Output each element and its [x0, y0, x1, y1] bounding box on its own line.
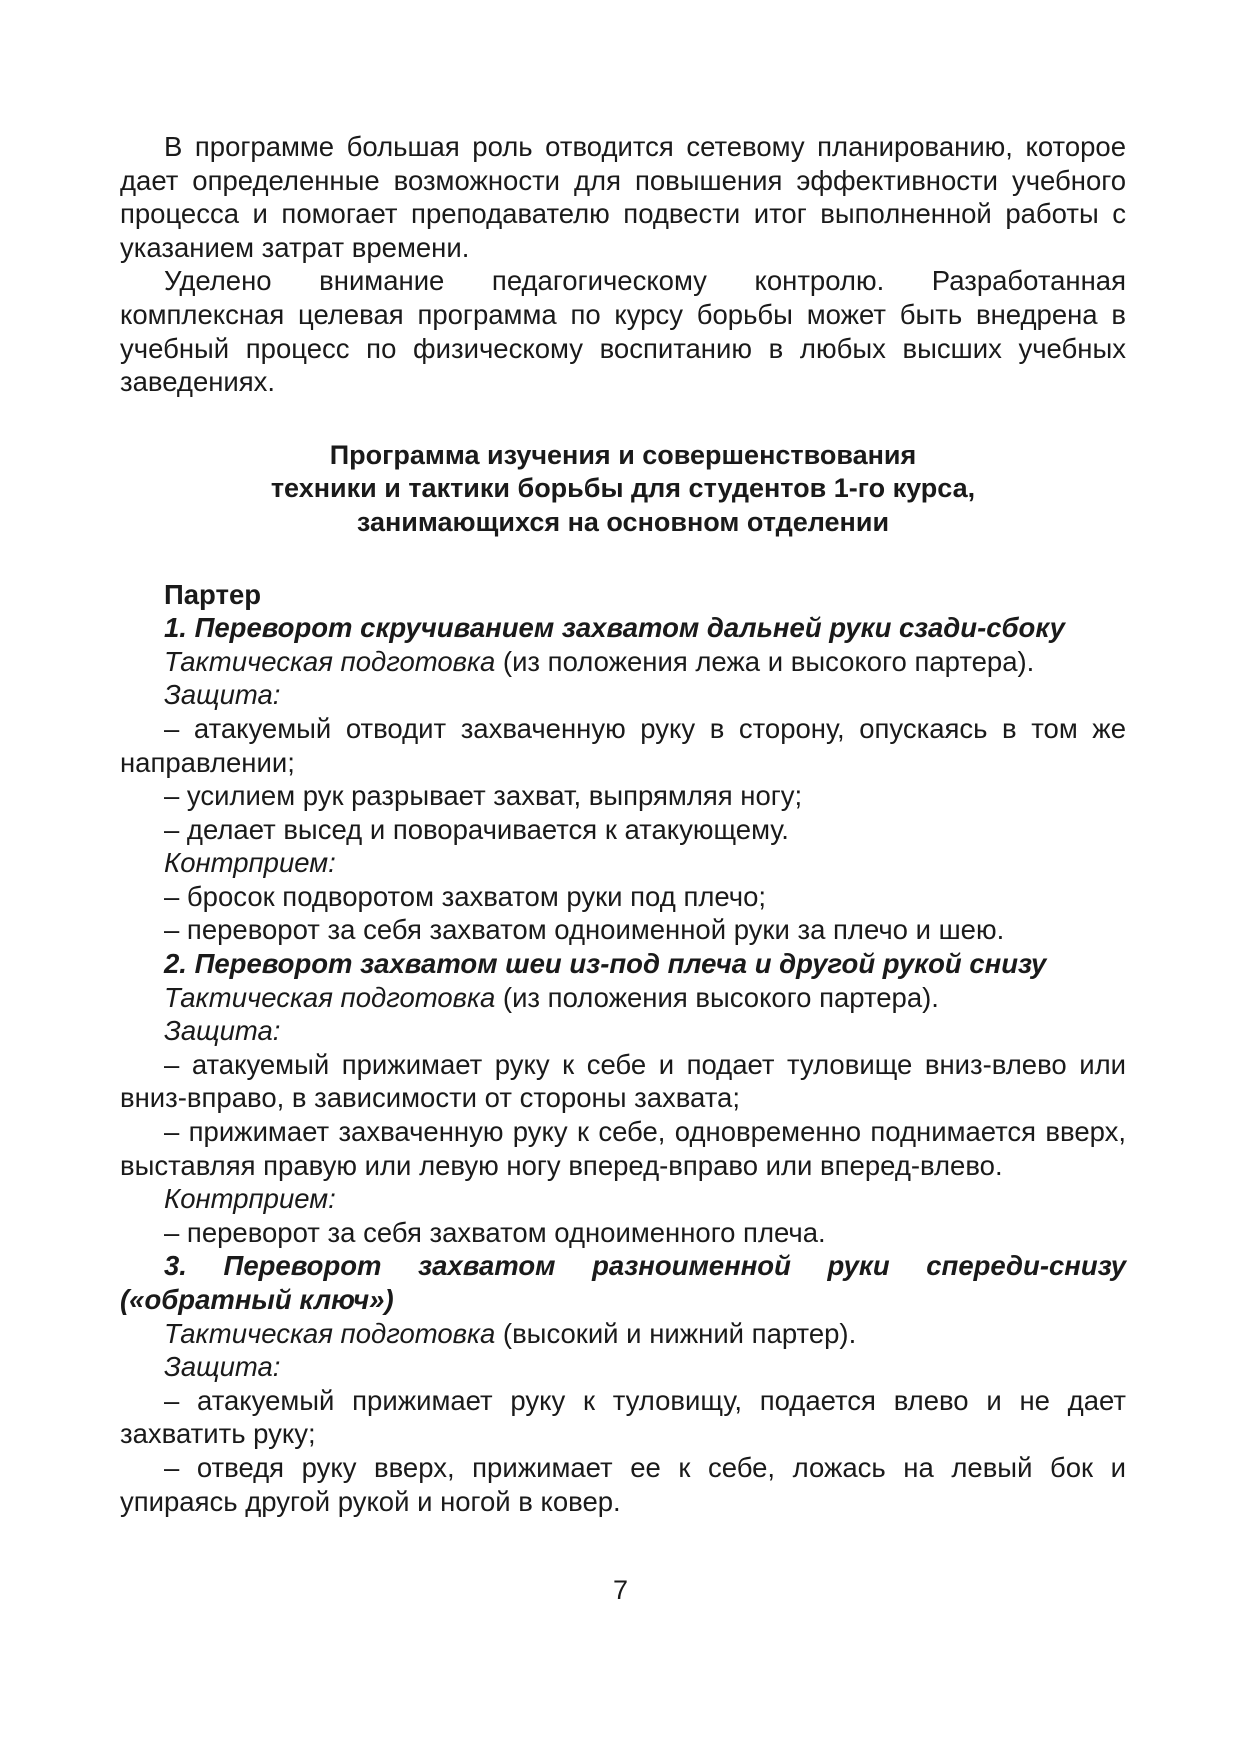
defense-item: – отведя руку вверх, прижимает ее к себе, ложась на левый бок и упираясь другой рукой и ногой в ковер. [120, 1451, 1126, 1517]
heading-line-3: занимающихся на основном отделении [356, 506, 890, 537]
technique-title-2: 2. Переворот захватом шеи из-под плеча и другой рукой снизу [164, 948, 1047, 980]
tactic-text: (из положения лежа и высокого партера). [495, 645, 1035, 677]
intro-paragraph-1: В программе большая роль отводится сетевому планированию, которое дает определенные возможности для повышения эффективности учебного процесса и помогает преподавателю подвести итог выполненной работы с указанием затрат времени. [120, 131, 1126, 263]
tactic-text: (из положения высокого партера). [495, 981, 939, 1013]
counter-item: – бросок подворотом захватом руки под плечо; [164, 880, 767, 912]
defense-item: – усилием рук разрывает захват, выпрямляя ногу; [164, 780, 803, 812]
defense-item: – атакуемый прижимает руку к туловищу, подается влево и не дает захватить руку; [120, 1384, 1126, 1450]
defense-label-2: Защита: [164, 1015, 281, 1047]
defense-item: – делает высед и поворачивается к атакующему. [164, 813, 789, 845]
tactic-line-3 [164, 1317, 1126, 1351]
page-body [120, 130, 1126, 1518]
technique-title-1: 1. Переворот скручиванием захватом дальней руки сзади-сбоку [164, 612, 1065, 644]
defense-item: – прижимает захваченную руку к себе, одновременно поднимается вверх, выставляя правую или левую ногу вперед-вправо или вперед-влево. [120, 1116, 1126, 1181]
tactic-label: Тактическая подготовка [164, 1317, 496, 1349]
tactic-text: (высокий и нижний партер). [495, 1317, 857, 1349]
counter-item: – переворот за себя захватом одноименного плеча. [164, 1216, 826, 1248]
defense-label-3: Защита: [164, 1351, 281, 1383]
defense-item: – атакуемый отводит захваченную руку в сторону, опускаясь в том же направлении; [120, 712, 1126, 778]
tactic-line-2 [164, 981, 1126, 1015]
defense-item: – атакуемый прижимает руку к себе и подает туловище вниз-влево или вниз-вправо, в зависимости от стороны захвата; [120, 1048, 1126, 1114]
section-title: Партер [164, 578, 262, 610]
counter-item: – переворот за себя захватом одноименной руки за плечо и шею. [164, 914, 1005, 946]
tactic-label: Тактическая подготовка [164, 981, 496, 1013]
counter-label-2: Контрприем: [164, 1183, 336, 1215]
program-heading [120, 439, 1126, 540]
heading-line-1: Программа изучения и совершенствования [329, 439, 917, 470]
page-number: 7 [612, 1575, 629, 1605]
intro-paragraph-2: Уделено внимание педагогическому контролю. Разработанная комплексная целевая программа по курсу борьбы может быть внедрена в учебный процесс по физическому воспитанию в любых высших учебных заведениях. [120, 265, 1126, 398]
tactic-line-1 [164, 645, 1126, 679]
tactic-label: Тактическая подготовка [164, 645, 496, 677]
defense-label-1: Защита: [164, 679, 281, 711]
technique-title-3: 3. Переворот захватом разноименной руки спереди-снизу («обратный ключ») [120, 1250, 1126, 1315]
counter-label-1: Контрприем: [164, 847, 336, 879]
heading-line-2: техники и тактики борьбы для студентов 1-го курса, [270, 473, 976, 504]
